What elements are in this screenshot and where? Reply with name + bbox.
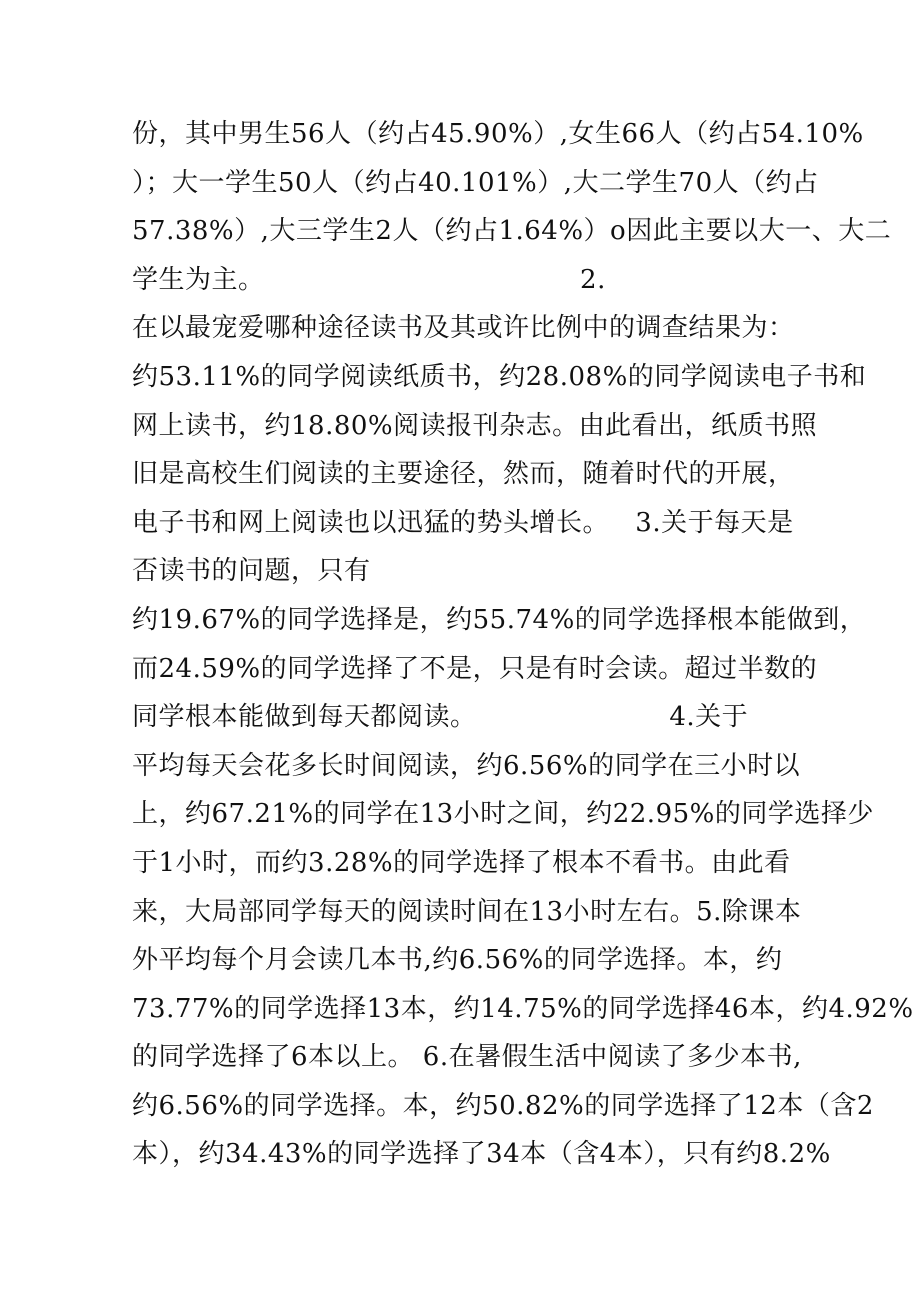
text-line: 来，大局部同学每天的阅读时间在13小时左右。5.除课本 <box>132 896 802 927</box>
text-line: 旧是高校生们阅读的主要途径，然而，随着时代的开展， <box>132 459 795 490</box>
text-line: 电子书和网上阅读也以迅猛的势头增长。 3.关于每天是 <box>132 507 794 538</box>
text-line: 的同学选择了6本以上。 6.在暑假生活中阅读了多少本书, <box>132 1042 802 1073</box>
text-line: 外平均每个月会读几本书,约6.56%的同学选择。本，约 <box>132 945 783 976</box>
text-line: 本），约34.43%的同学选择了34本（含4本），只有约8.2% <box>132 1139 831 1170</box>
text-line: 于1小时，而约3.28%的同学选择了根本不看书。由此看 <box>132 847 791 878</box>
text-line: 网上读书，约18.80%阅读报刊杂志。由此看出，纸质书照 <box>132 410 818 441</box>
text-line: 在以最宠爱哪种途径读书及其或许比例中的调查结果为： <box>132 313 795 344</box>
text-line: 约6.56%的同学选择。本，约50.82%的同学选择了12本（含2 <box>132 1090 874 1121</box>
text-line: 57.38%）,大三学生2人（约占1.64%）o因此主要以大一、大二 <box>132 216 892 247</box>
text-line: 约53.11%的同学阅读纸质书，约28.08%的同学阅读电子书和 <box>132 361 867 392</box>
body-text <box>132 110 914 1179</box>
text-line: 同学根本能做到每天都阅读。 4.关于 <box>132 702 749 733</box>
text-line: 否读书的问题，只有 <box>132 556 371 587</box>
text-line: 约19.67%的同学选择是，约55.74%的同学选择根本能做到， <box>132 604 867 635</box>
text-line: ）；大一学生50人（约占40.101%）,大二学生70人（约占 <box>132 167 819 198</box>
text-line: 73.77%的同学选择13本，约14.75%的同学选择46本，约4.92% <box>132 993 914 1024</box>
text-line: 上，约67.21%的同学在13小时之间，约22.95%的同学选择少 <box>132 799 874 830</box>
text-line: 份，其中男生56人（约占45.90%）,女生66人（约占54.10% <box>132 119 864 149</box>
text-line: 而24.59%的同学选择了不是，只是有时会读。超过半数的 <box>132 653 818 684</box>
text-line: 学生为主。 2. <box>132 264 606 295</box>
text-line: 平均每天会花多长时间阅读，约6.56%的同学在三小时以 <box>132 750 801 781</box>
